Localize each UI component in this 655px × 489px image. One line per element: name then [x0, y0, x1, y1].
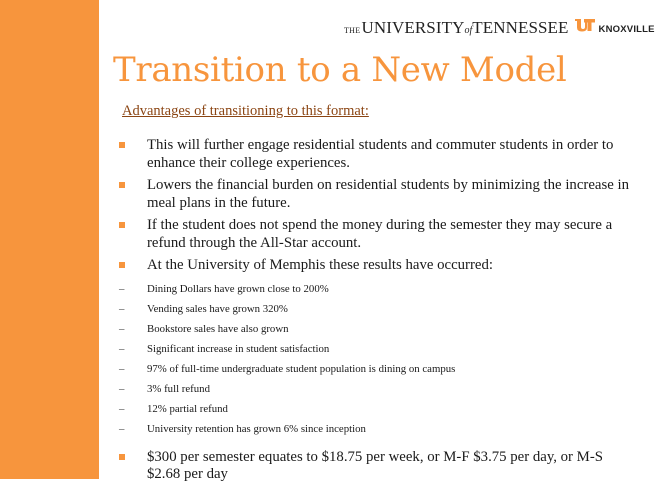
bullet-item [116, 177, 632, 212]
dash-marker: – [119, 342, 125, 355]
dash-marker: – [119, 282, 125, 295]
square-bullet-icon [119, 142, 125, 148]
subitem-text: 12% partial refund [147, 402, 228, 415]
square-bullet-icon [119, 222, 125, 228]
bullet-text: Lowers the financial burden on residential students by minimizing the increase in meal plans in the future. [147, 177, 629, 211]
list-item [116, 323, 632, 343]
bullet-item [116, 257, 632, 275]
list-item [116, 283, 632, 303]
subitem-text: 97% of full-time undergraduate student population is dining on campus [147, 362, 456, 375]
university-logo [344, 12, 655, 38]
logo-university: UNIVERSITY [361, 18, 465, 37]
subitem-text: Significant increase in student satisfaction [147, 342, 330, 355]
subitem-text: University retention has grown 6% since inception [147, 422, 366, 435]
subitem-text: Vending sales have grown 320% [147, 302, 288, 315]
bullet-text: If the student does not spend the money during the semester they may secure a refund through the All-Star account. [147, 217, 613, 251]
bullet-text: At the University of Memphis these results have occurred: [147, 257, 493, 273]
slide-title: Transition to a New Model [113, 50, 567, 90]
logo-the: THE [344, 26, 361, 35]
subitem-text: Bookstore sales have also grown [147, 322, 289, 335]
left-orange-band [0, 0, 99, 479]
bullet-item [116, 217, 632, 252]
dash-marker: – [119, 382, 125, 395]
square-bullet-icon [119, 262, 125, 268]
list-item [116, 363, 632, 383]
list-item [116, 403, 632, 423]
square-bullet-icon [119, 454, 125, 460]
dash-marker: – [119, 422, 125, 435]
dash-marker: – [119, 362, 125, 375]
list-item [116, 343, 632, 363]
dash-marker: – [119, 322, 125, 335]
list-item [116, 423, 632, 443]
subitem-text: Dining Dollars have grown close to 200% [147, 282, 329, 295]
logo-tennessee: TENNESSEE [472, 18, 569, 37]
list-item [116, 303, 632, 323]
bullet-item [116, 137, 632, 172]
dash-marker: – [119, 302, 125, 315]
bullet-item [116, 449, 632, 484]
ut-logo-icon [574, 18, 596, 38]
slide-content [116, 137, 632, 489]
logo-knoxville: KNOXVILLE [598, 24, 655, 35]
dash-marker: – [119, 402, 125, 415]
square-bullet-icon [119, 182, 125, 188]
logo-of: of [464, 25, 473, 36]
bullet-text: $300 per semester equates to $18.75 per week, or M-F $3.75 per day, or M-S $2.68 per day [147, 448, 603, 482]
list-item [116, 383, 632, 403]
bullet-text: This will further engage residential students and commuter students in order to enhance their college experiences. [147, 137, 614, 171]
slide-subtitle: Advantages of transitioning to this format: [122, 103, 369, 119]
memphis-results-list [116, 283, 632, 443]
subitem-text: 3% full refund [147, 382, 210, 395]
